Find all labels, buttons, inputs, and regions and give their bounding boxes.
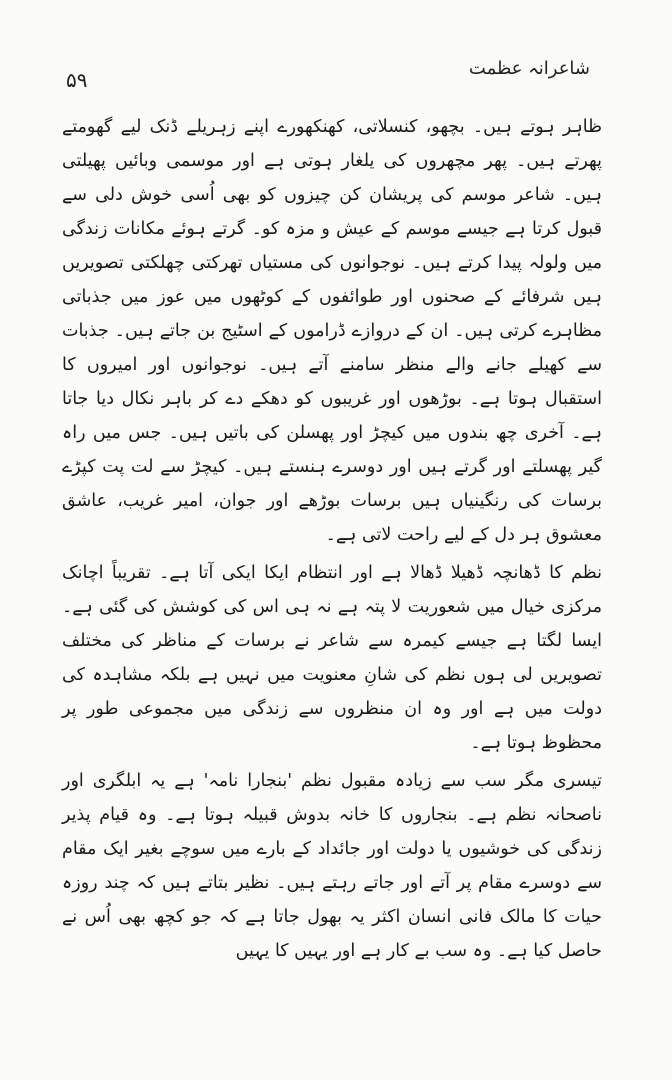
page-number: ۵۹: [66, 68, 88, 92]
running-title: شاعرانہ عظمت: [468, 58, 590, 79]
paragraph-1: ظاہر ہوتے ہیں۔ بچھو، کنسلاتی، کھنکھورے اپنے زہریلے ڈنک لیے گھومتے پھرتے ہیں۔ پھر مچھروں کی یلغار ہوتی ہے اور موسمی وبائیں پھیلتی ہیں۔ شاعر موسم کی پریشان کن چیزوں کو بھی اُسی خوش دلی سے قبول کرتا ہے جیسے موسم کے عیش و مزہ کو۔ گرتے ہوئے مکانات زندگی میں ولولہ پیدا کرتے ہیں۔ نوجوانوں کی مستیاں تھرکتی چھلکتی تصویریں ہیں شرفائے کے صحنوں اور طوائفوں کے کوٹھوں میں عوز میں جذباتی مظاہرے کرتی ہیں۔ ان کے دروازے ڈراموں کے اسٹیج بن جاتے ہیں۔ جذبات سے کھیلے جانے والے منظر سامنے آتے ہیں۔ نوجوانوں اور امیروں کا استقبال ہوتا ہے۔ بوڑھوں اور غریبوں کو دھکے دے کر باہر نکال دیا جاتا ہے۔ آخری چھ بندوں میں کیچڑ اور پھسلن کی باتیں ہیں۔ جس میں راہ گیر پھسلتے اور گرتے ہیں اور دوسرے ہنستے ہیں۔ کیچڑ سے لت پت کپڑے برسات کی رنگینیاں ہیں برسات بوڑھے اور جوان، امیر غریب، عاشق معشوق ہر دل کے لیے راحت لاتی ہے۔: [62, 117, 602, 545]
paragraph-3: تیسری مگر سب سے زیادہ مقبول نظم 'بنجارا نامہ' ہے یہ ابلگری اور ناصحانہ نظم ہے۔ بنجاروں کا خانہ بدوش قبیلہ ہوتا ہے۔ وہ قیام پذیر زندگی کی خوشیوں یا دولت اور جائداد کے بارے میں سوچے بغیر ایک مقام سے دوسرے مقام پر آتے اور جاتے رہتے ہیں۔ نظیر بتاتے ہیں کہ چند روزہ حیات کا مالک فانی انسان اکثر یہ بھول جاتا ہے کہ جو کچھ بھی اُس نے حاصل کیا ہے۔ وہ سب بے کار ہے اور یہیں کا یہیں: [62, 771, 602, 961]
body-text: [62, 110, 602, 968]
paragraph-2: نظم کا ڈھانچہ ڈھیلا ڈھالا ہے اور انتظام ایکا ایکی آتا ہے۔ تقریباً اچانک مرکزی خیال میں شعوریت لا پتہ ہے نہ ہی اس کی کوشش کی گئی ہے۔ ایسا لگتا ہے جیسے کیمرہ سے شاعر نے برسات کے مناظر کی مختلف تصویریں لی ہوں نظم کی شانِ معنویت میں نہیں ہے بلکہ مشاہدہ کی دولت میں ہے اور وہ ان منظروں سے زندگی میں مجموعی طور پر محظوظ ہوتا ہے۔: [62, 563, 602, 753]
